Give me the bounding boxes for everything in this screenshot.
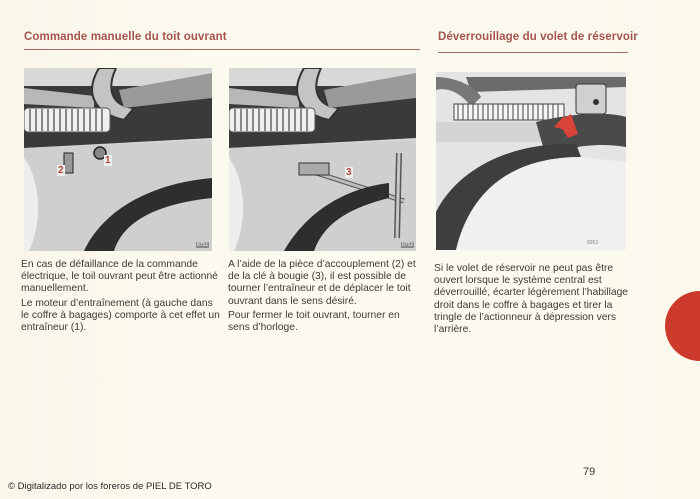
paragraph: Le moteur d’entraînement (à gauche dans le coffre à bagages) comporte à cet effet un entraîneur (1).	[21, 297, 220, 334]
paragraph: Si le volet de réservoir ne peut pas être ouvert lorsque le système central est déverrouillé, écarter légèrement l’habillage droit dans le coffre à bagages et tirer la tringle de l’actionneur à dépression vers l’arrière.	[434, 263, 629, 336]
section-tab-marker	[665, 291, 700, 361]
section-heading-sunroof: Commande manuelle du toit ouvrant	[24, 31, 227, 43]
figure-fuel-flap	[436, 72, 626, 250]
heading-rule	[24, 49, 420, 50]
scan-credit: © Digitalizado por los foreros de PIEL DE TORO	[8, 481, 212, 492]
callout-3: 3	[346, 167, 352, 178]
figure-number: 8953	[587, 240, 599, 246]
paragraph: Pour fermer le toit ouvrant, tourner en sens d’horloge.	[228, 309, 400, 334]
heading-rule	[438, 52, 628, 53]
text-block-2	[228, 259, 418, 336]
figure-number: 8752	[402, 242, 414, 248]
figure-sunroof-motor	[24, 68, 212, 251]
text-block-1	[21, 259, 221, 336]
text-block-3	[434, 263, 630, 338]
figure-number: 8751	[197, 242, 209, 248]
callout-2: 2	[58, 165, 64, 176]
section-heading-fuel-flap: Déverrouillage du volet de réservoir	[438, 31, 638, 43]
paragraph: En cas de défaillance de la commande électrique, le toil ouvrant peut être actionné manuellement.	[21, 259, 218, 295]
paragraph: A l’aide de la pièce d’accouplement (2) et de la clé à bougie (3), il est possible de tourner l’entraîneur et de déplacer le toit ouvrant dans le sens désiré.	[228, 259, 416, 307]
callout-1: 1	[105, 155, 111, 166]
figure-sunroof-key	[229, 68, 416, 251]
page-number: 79	[583, 466, 596, 478]
